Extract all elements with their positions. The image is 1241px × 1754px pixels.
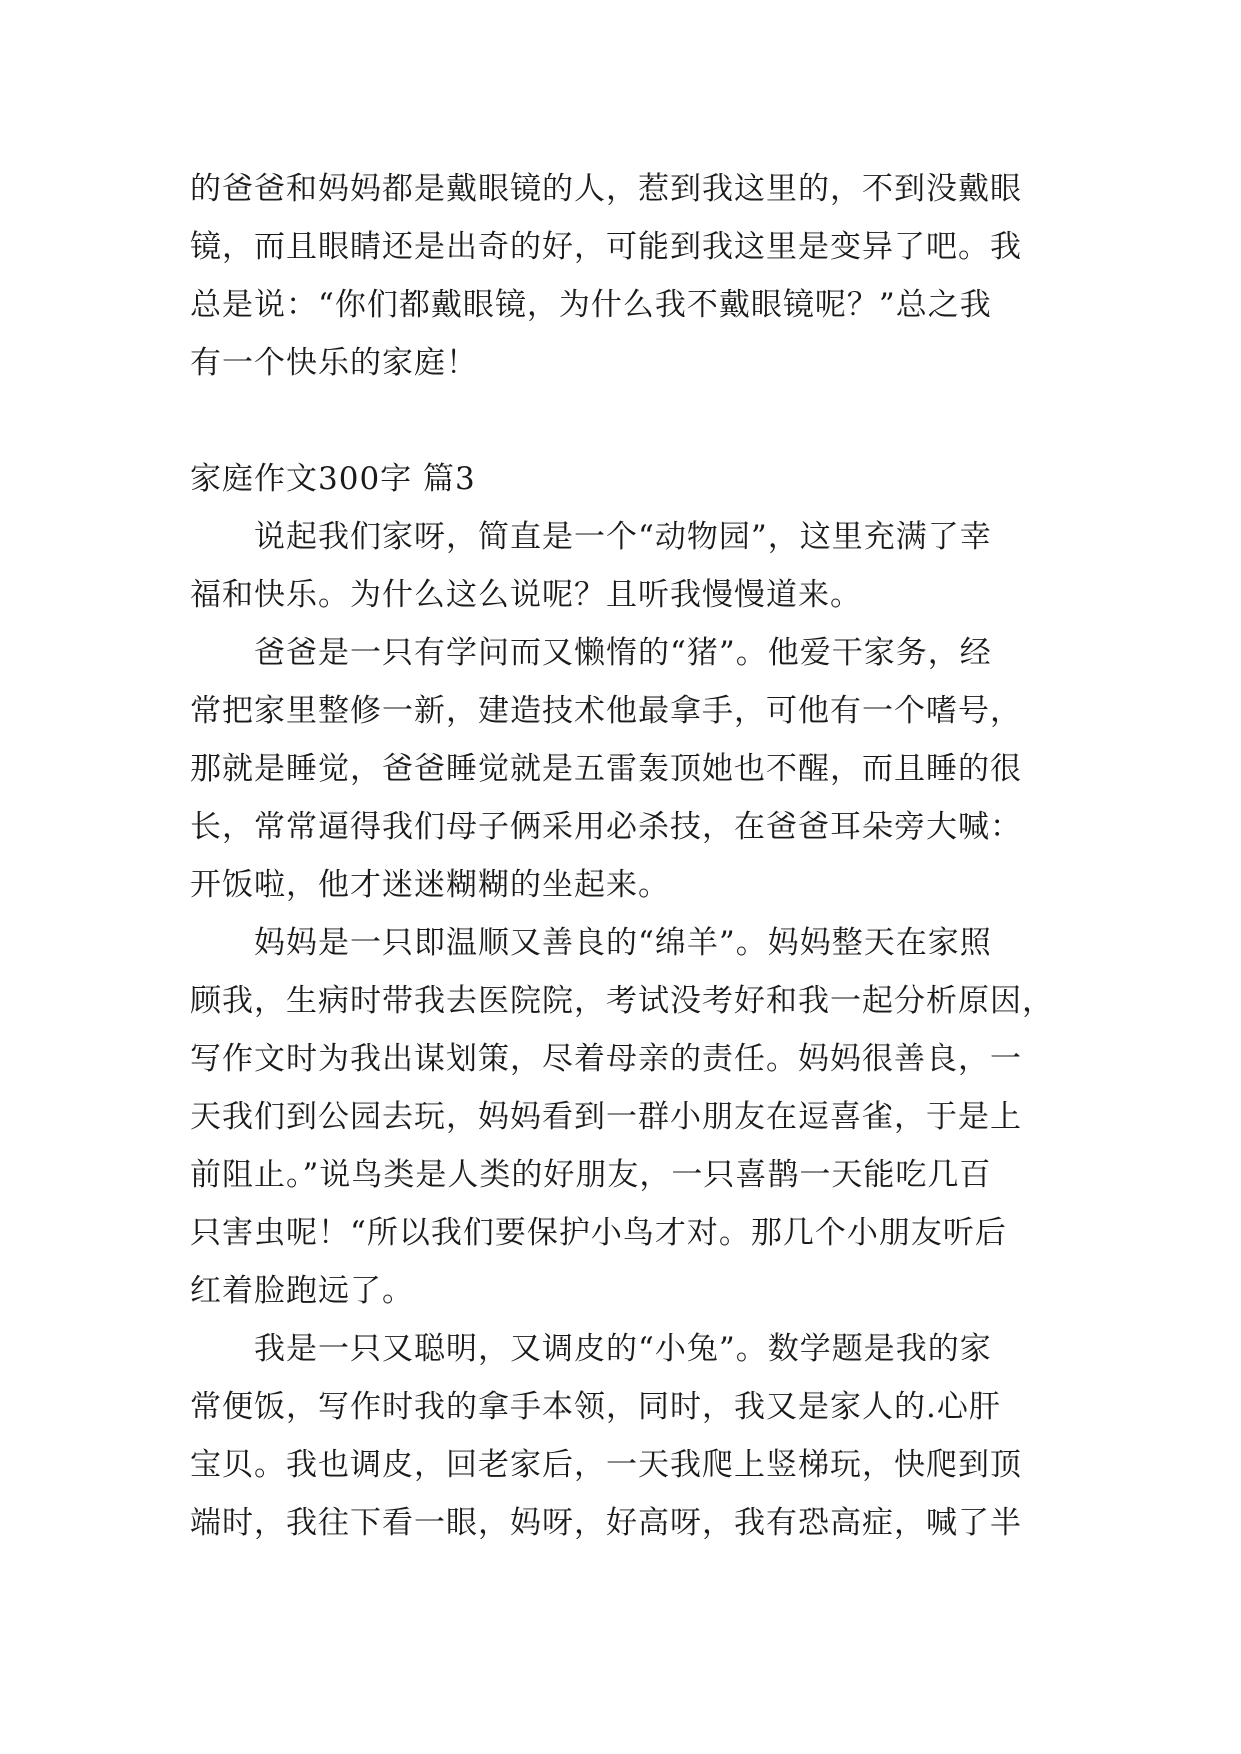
text-line: 镜，而且眼睛还是出奇的好，可能到我这里是变异了吧。我	[190, 229, 1022, 265]
text-line: 那就是睡觉，爸爸睡觉就是五雷轰顶她也不醒，而且睡的很	[190, 751, 1022, 787]
text-line: 常便饭，写作时我的拿手本领，同时，我又是家人的.心肝	[190, 1389, 1001, 1425]
text-line: 只害虫呢！“所以我们要保护小鸟才对。那几个小朋友听后	[190, 1215, 1007, 1251]
section-spacer	[190, 392, 1070, 450]
text-line: 有一个快乐的家庭！	[190, 345, 478, 381]
text-line: 写作文时为我出谋划策，尽着母亲的责任。妈妈很善良，一	[190, 1041, 1022, 1077]
text-line: 我是一只又聪明，又调皮的“小兔”。数学题是我的家	[254, 1331, 992, 1367]
text-line: 开饭啦，他才迷迷糊糊的坐起来。	[190, 867, 670, 903]
text-line: 长，常常逼得我们母子俩采用必杀技，在爸爸耳朵旁大喊：	[190, 809, 1022, 845]
paragraph	[190, 1320, 1070, 1552]
text-line: 的爸爸和妈妈都是戴眼镜的人，惹到我这里的，不到没戴眼	[190, 171, 1022, 207]
text-line: 福和快乐。为什么这么说呢？且听我慢慢道来。	[190, 577, 862, 613]
document-body	[190, 160, 1070, 1552]
text-line: 端时，我往下看一眼，妈呀，好高呀，我有恐高症，喊了半	[190, 1505, 1022, 1541]
section-heading: 家庭作文300字 篇3	[190, 461, 476, 497]
text-line: 说起我们家呀，简直是一个“动物园”，这里充满了幸	[254, 519, 992, 555]
text-line: 总是说：“你们都戴眼镜，为什么我不戴眼镜呢？”总之我	[190, 287, 992, 323]
paragraph	[190, 508, 1070, 624]
text-line: 红着脸跑远了。	[190, 1273, 414, 1309]
paragraph	[190, 624, 1070, 914]
text-line: 妈妈是一只即温顺又善良的“绵羊”。妈妈整天在家照	[254, 925, 992, 961]
text-line: 天我们到公园去玩，妈妈看到一群小朋友在逗喜雀，于是上	[190, 1099, 1022, 1135]
text-line: 前阻止。”说鸟类是人类的好朋友，一只喜鹊一天能吃几百	[190, 1157, 992, 1193]
text-line: 宝贝。我也调皮，回老家后，一天我爬上竖梯玩，快爬到顶	[190, 1447, 1022, 1483]
continuation-paragraph	[190, 160, 1070, 392]
text-line: 爸爸是一只有学问而又懒惰的“猪”。他爱干家务，经	[254, 635, 992, 671]
text-line: 常把家里整修一新，建造技术他最拿手，可他有一个嗜号，	[190, 693, 1022, 729]
text-line: 顾我，生病时带我去医院院，考试没考好和我一起分析原因，	[190, 983, 1054, 1019]
paragraph	[190, 914, 1070, 1320]
